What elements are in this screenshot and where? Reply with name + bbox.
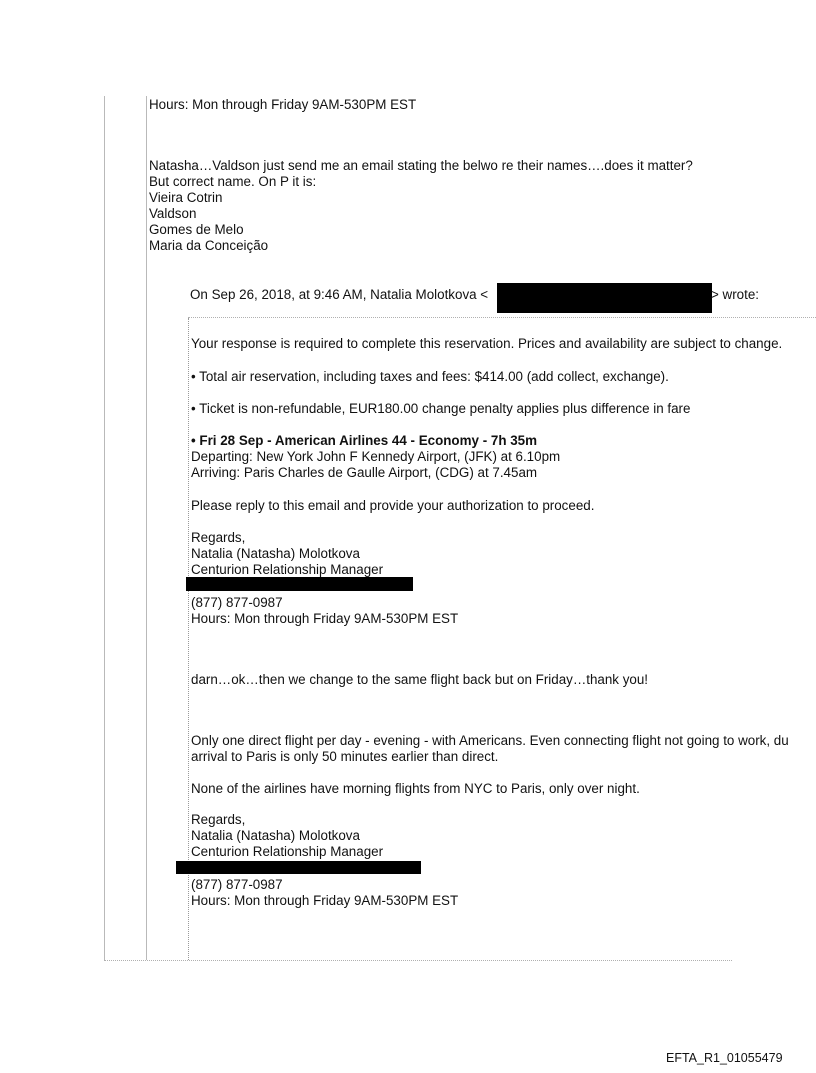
redaction-bar [497, 283, 712, 313]
names-list [149, 190, 268, 254]
reply-request-text: Please reply to this email and provide your authorization to proceed. [191, 498, 595, 513]
signature-line: Regards, [191, 812, 246, 827]
signature-block-1 [191, 530, 383, 578]
arriving-text: Arriving: Paris Charles de Gaulle Airport, (CDG) at 7.45am [191, 465, 538, 480]
quote-top-border [188, 317, 816, 318]
signature-line: Natalia (Natasha) Molotkova [191, 828, 360, 843]
hours-text-2: Hours: Mon through Friday 9AM-530PM EST [191, 893, 459, 908]
no-morning-flights-text: None of the airlines have morning flights from NYC to Paris, only over night. [191, 781, 640, 796]
quote-bar-middle [146, 96, 147, 960]
flight-title: • Fri 28 Sep - American Airlines 44 - Economy - 7h 35m [191, 433, 538, 448]
top-hours-text: Hours: Mon through Friday 9AM-530PM EST [149, 97, 417, 112]
phone-number-2: (877) 877-0987 [191, 877, 283, 892]
hours-text-1: Hours: Mon through Friday 9AM-530PM EST [191, 611, 459, 626]
darn-message-text: darn…ok…then we change to the same flight back but on Friday…thank you! [191, 672, 649, 687]
quote-bar-outer [104, 96, 105, 960]
redaction-bar [176, 861, 421, 874]
quote-header-suffix: > wrote: [711, 287, 760, 302]
signature-line: Regards, [191, 530, 246, 545]
name-item: Maria da Conceição [149, 238, 269, 253]
name-item: Valdson [149, 206, 197, 221]
only-one-flight-text-2: arrival to Paris is only 50 minutes earlier than direct. [191, 749, 499, 764]
name-item: Gomes de Melo [149, 222, 244, 237]
quote-header-prefix: On Sep 26, 2018, at 9:46 AM, Natalia Molotkova < [190, 287, 489, 302]
bullet-total-reservation: • Total air reservation, including taxes and fees: $414.00 (add collect, exchange). [191, 369, 669, 384]
signature-line: Centurion Relationship Manager [191, 844, 384, 859]
required-response-text: Your response is required to complete this reservation. Prices and availability are subject to change. [191, 336, 783, 351]
redaction-bar [186, 577, 413, 591]
outer-message-line1: Natasha…Valdson just send me an email stating the belwo re their names….does it matter? [149, 158, 693, 173]
bullet-ticket-penalty: • Ticket is non-refundable, EUR180.00 change penalty applies plus difference in fare [191, 401, 691, 416]
signature-block-2 [191, 812, 383, 860]
departing-text: Departing: New York John F Kennedy Airport, (JFK) at 6.10pm [191, 449, 561, 464]
only-one-flight-text-1: Only one direct flight per day - evening - with Americans. Even connecting flight not going to work, du [191, 733, 789, 748]
signature-line: Centurion Relationship Manager [191, 562, 384, 577]
name-item: Vieira Cotrin [149, 190, 223, 205]
signature-line: Natalia (Natasha) Molotkova [191, 546, 360, 561]
outer-message-line2: But correct name. On P it is: [149, 174, 317, 189]
phone-number-1: (877) 877-0987 [191, 595, 283, 610]
quote-bottom-border [104, 960, 732, 961]
document-id: EFTA_R1_01055479 [666, 1051, 783, 1065]
